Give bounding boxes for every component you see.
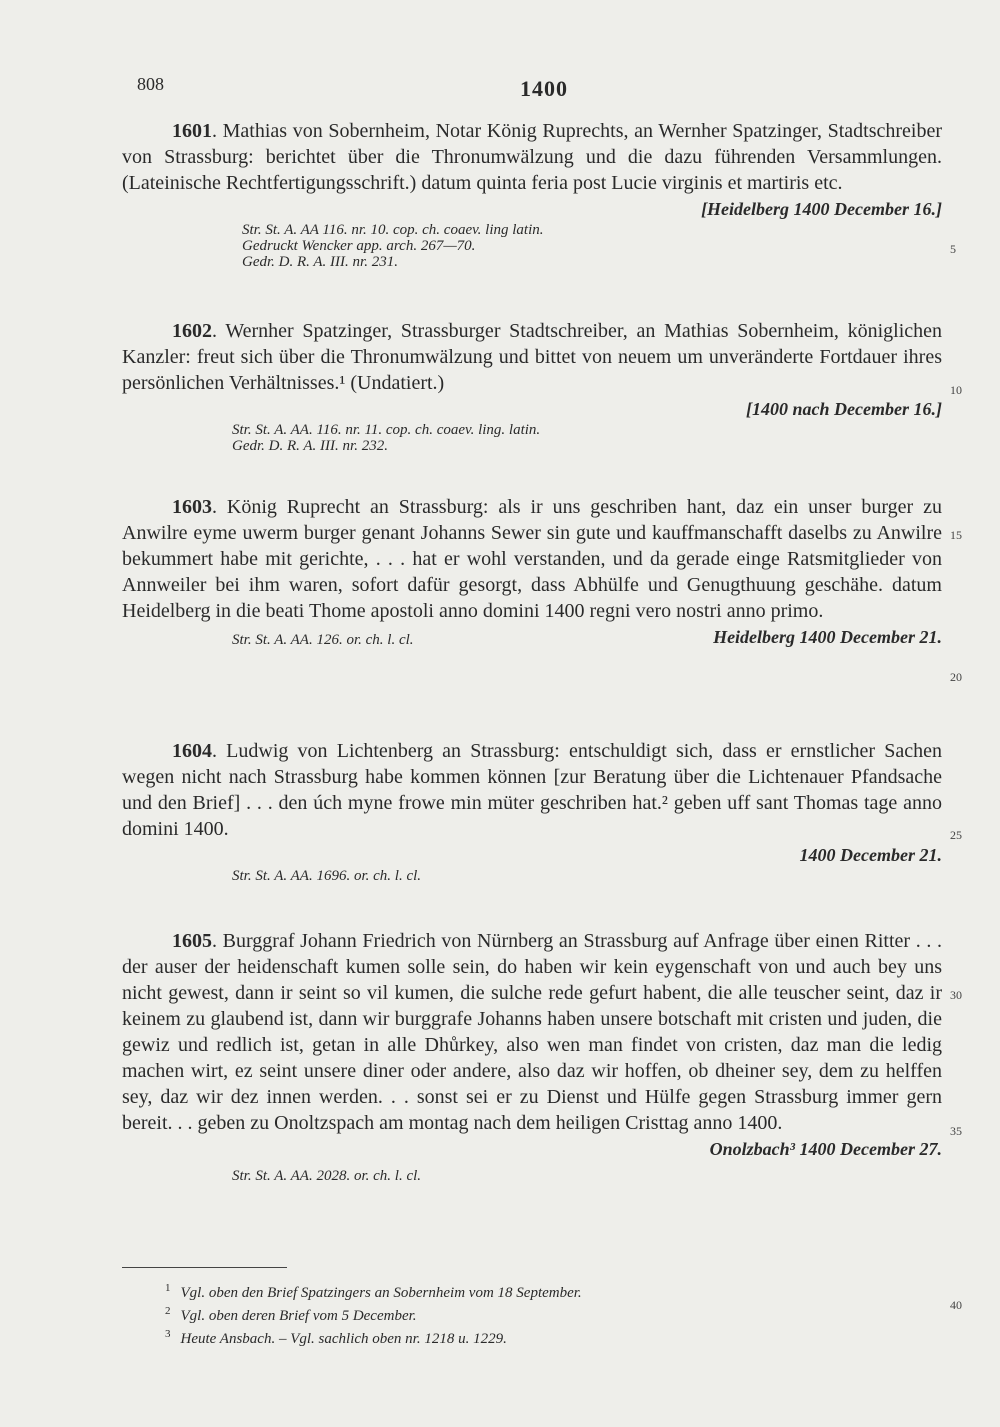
entry-1605: 1605. Burggraf Johann Friedrich von Nürnberg an Strassburg auf Anfrage über einen Ritter . . . der auser der heidenschaft kumen solle sein, do haben wir kein eygenschaft von und auch bey uns nicht gewest, dann ir seint so vil kumen, die sulche rede gefurt habent, die alle teuscher seint, daz ir keinem zu glaubend ist, dann wir burggrafe Johanns haben unsere botschaft mit cristen und juden, die gewiz und redlich ist, getan in alle Dhůrkey, also wen man findet von cristen, daz man die ledig machen wirt, ez seint unsere diner oder andere, also daz wir hoffen, ob dheiner sey, dem zu helffen sey, daz wir dez innen werden. . . sonst sei er zu Dienst und Hülfe gegen Strassburg immer gern bereit. . . geben zu Onoltzspach am montag nach dem heiligen Cristtag anno 1400. Onolzbach³ 1400 December 27. Str. St. A. AA. 2028. or. ch. l. cl.: [122, 930, 942, 1184]
entry-text: Ludwig von Lichtenberg an Strassburg: entschuldigt sich, dass er ernstlicher Sachen wegen nicht nach Strassburg habe kommen können [zur Beratung über die Lichtenauer Pfandsache und den Brief] . . . den úch myne frowe min müter geschriben hat.² geben uff sant Thomas tage anno domini 1400.: [122, 740, 942, 840]
footnote-mark: 2: [165, 1305, 171, 1317]
footnote: [165, 1282, 582, 1302]
line-number: 25: [950, 828, 962, 842]
entry-date: Onolzbach³ 1400 December 27.: [709, 1139, 942, 1159]
footnote-mark: 1: [165, 1282, 171, 1294]
line-number: 20: [950, 670, 962, 684]
entry-date: Heidelberg 1400 December 21.: [713, 627, 942, 647]
entry-date: 1400 December 21.: [799, 845, 942, 865]
entry-date: [Heidelberg 1400 December 16.]: [701, 199, 942, 219]
line-number: 35: [950, 1124, 962, 1138]
entry-number: 1602: [172, 320, 212, 342]
source-line: Gedr. D. R. A. III. nr. 231.: [242, 254, 398, 270]
source-line: Str. St. A. AA. 2028. or. ch. l. cl.: [232, 1168, 422, 1184]
entry-1602: 1602. Wernher Spatzinger, Strassburger Stadtschreiber, an Mathias Sobernheim, königlichen Kanzler: freut sich über die Thronumwälzung und bittet von neuem um unveränderte Fortdauer ihres persönlichen Verhältnisses.¹ (Undatiert.) [1400 nach December 16.] Str. St. A. AA. 116. nr. 11. cop. ch. coaev. ling. latin. Gedr. D. R. A. III. nr. 232.: [122, 320, 943, 454]
line-number: 10: [950, 383, 962, 397]
running-title: 1400: [520, 76, 568, 101]
page-number: 808: [137, 74, 164, 94]
footnote-rule: [122, 1267, 287, 1268]
entry-1601: 1601. Mathias von Sobernheim, Notar König Ruprechts, an Wernher Spatzinger, Stadtschreiber von Strassburg: berichtet über die Thronumwälzung und die dazu führenden Versammlungen. (Lateinische Rechtfertigungsschrift.) datum quinta feria post Lucie virginis et martiris etc. [Heidelberg 1400 December 16.] Str. St. A. AA 116. nr. 10. cop. ch. coaev. ling latin. Gedruckt Wencker app. arch. 267—70. Gedr. D. R. A. III. nr. 231.: [122, 120, 943, 270]
source-line: Str. St. A. AA. 1696. or. ch. l. cl.: [232, 868, 422, 884]
line-number: 30: [950, 988, 962, 1002]
source-line: Gedruckt Wencker app. arch. 267—70.: [242, 238, 476, 254]
line-number: 40: [950, 1298, 962, 1312]
line-number: 5: [950, 242, 956, 256]
line-number: 15: [950, 528, 962, 542]
entry-number: 1603: [172, 496, 212, 518]
entry-date: [1400 nach December 16.]: [746, 399, 942, 419]
entry-number: 1604: [172, 740, 212, 762]
source-line: Str. St. A. AA 116. nr. 10. cop. ch. coaev. ling latin.: [242, 222, 544, 238]
entry-number: 1605: [172, 930, 212, 952]
entry-1604: 1604. Ludwig von Lichtenberg an Strassburg: entschuldigt sich, dass er ernstlicher Sachen wegen nicht nach Strassburg habe kommen können [zur Beratung über die Lichtenauer Pfandsache und den Brief] . . . den úch myne frowe min müter geschriben hat.² geben uff sant Thomas tage anno domini 1400. 1400 December 21. Str. St. A. AA. 1696. or. ch. l. cl.: [122, 740, 942, 884]
footnote-text: Vgl. oben deren Brief vom 5 December.: [180, 1308, 417, 1324]
entry-text: König Ruprecht an Strassburg: als ir uns geschriben hant, daz ein unser burger zu Anwilre eyme uwerm burger genant Johanns Sewer sin gute und kauffmanschafft daselbs zu Anwilre bekummert habe mit gerichte, . . . hat er wohl verstanden, und da gerade einge Ratsmitglieder von Annweiler bei ihm waren, sofort dafür gesorgt, dass Abhülfe und Genugthuung geschähe. datum Heidelberg in die beati Thome apostoli anno domini 1400 regni vero nostri anno primo.: [122, 496, 943, 622]
entry-text: Mathias von Sobernheim, Notar König Ruprechts, an Wernher Spatzinger, Stadtschreiber von Strassburg: berichtet über die Thronumwälzung und die dazu führenden Versammlungen. (Lateinische Rechtfertigungsschrift.) datum quinta feria post Lucie virginis et martiris etc.: [122, 120, 943, 194]
source-line: Str. St. A. AA. 116. nr. 11. cop. ch. coaev. ling. latin.: [232, 422, 541, 438]
entry-text: Burggraf Johann Friedrich von Nürnberg an Strassburg auf Anfrage über einen Ritter . . . der auser der heidenschaft kumen solle sein, do haben wir kein eygenschaft von und auch bey uns nicht gewest, dann ir seint so vil kumen, die sulche rede gefurt habent, die alle teuscher seint, daz ir keinem zu glaubend ist, dann wir burggrafe Johanns haben unsere botschaft mit cristen und juden, die gewiz und redlich ist, getan in alle Dhůrkey, also wen man findet von cristen, daz man die ledig machen wirt, ez seint unsere diner oder andere, also daz wir hoffen, ob dheiner sey, dem zu helffen sey, daz wir dez innen werden. . . sonst sei er zu Dienst und Hülfe gegen Strassburg immer gern bereit. . . geben zu Onoltzspach am montag nach dem heiligen Cristtag anno 1400.: [122, 930, 942, 1134]
entry-number: 1601: [172, 120, 212, 142]
source-line: Str. St. A. AA. 126. or. ch. l. cl.: [232, 632, 414, 648]
entry-text: Wernher Spatzinger, Strassburger Stadtschreiber, an Mathias Sobernheim, königlichen Kanzler: freut sich über die Thronumwälzung und bittet von neuem um unveränderte Fortdauer ihres persönlichen Verhältnisses.¹ (Undatiert.): [122, 320, 943, 394]
entry-1603: 1603. König Ruprecht an Strassburg: als ir uns geschriben hant, daz ein unser burger zu Anwilre eyme uwerm burger genant Johanns Sewer sin gute und kauffmanschafft daselbs zu Anwilre bekummert habe mit gerichte, . . . hat er wohl verstanden, und da gerade einge Ratsmitglieder von Annweiler bei ihm waren, sofort dafür gesorgt, dass Abhülfe und Genugthuung geschähe. datum Heidelberg in die beati Thome apostoli anno domini 1400 regni vero nostri anno primo. Heidelberg 1400 December 21. Str. St. A. AA. 126. or. ch. l. cl.: [122, 496, 943, 648]
source-line: Gedr. D. R. A. III. nr. 232.: [232, 438, 388, 454]
footnote-text: Vgl. oben den Brief Spatzingers an Sobernheim vom 18 September.: [180, 1285, 582, 1301]
footnote: [165, 1328, 507, 1348]
footnote-text: Heute Ansbach. – Vgl. sachlich oben nr. 1218 u. 1229.: [180, 1331, 507, 1347]
footnote: [165, 1305, 417, 1325]
footnote-mark: 3: [165, 1328, 171, 1340]
